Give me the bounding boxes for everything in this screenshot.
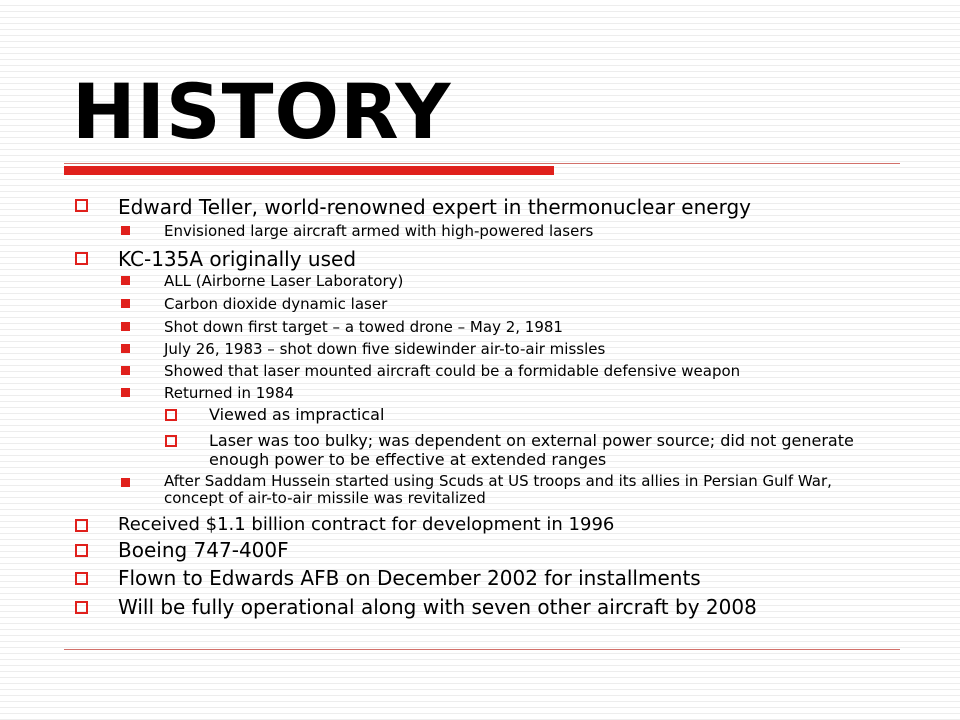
filled-square-bullet-icon [121, 388, 130, 397]
bullet-l1-contract: Received $1.1 billion contract for development in 1996 [118, 514, 615, 535]
bullet-l1-teller: Edward Teller, world-renowned expert in thermonuclear energy [118, 195, 751, 219]
hollow-square-bullet-icon [75, 601, 88, 614]
bullet-l1-operational: Will be fully operational along with seven other aircraft by 2008 [118, 595, 757, 619]
bullet-l1-kc135a: KC-135A originally used [118, 247, 357, 271]
bullet-l3-impractical: Viewed as impractical [209, 405, 385, 424]
footer-rule [64, 649, 900, 650]
hollow-square-bullet-icon [75, 252, 88, 265]
title-rule-accent [64, 166, 554, 175]
bullet-l2-july-1983: July 26, 1983 – shot down five sidewinder air-to-air missles [164, 340, 606, 358]
bullet-l2-first-target: Shot down first target – a towed drone – May 2, 1981 [164, 318, 563, 336]
hollow-square-bullet-icon [75, 572, 88, 585]
hollow-square-bullet-icon [165, 435, 177, 447]
filled-square-bullet-icon [121, 322, 130, 331]
bullet-l2-saddam: After Saddam Hussein started using Scuds at US troops and its allies in Persian Gulf War, concept of air-to-air missile was revitalized [164, 472, 832, 507]
hollow-square-bullet-icon [75, 544, 88, 557]
bullet-l2-all: ALL (Airborne Laser Laboratory) [164, 272, 404, 290]
bullet-l3-too-bulky: Laser was too bulky; was dependent on external power source; did not generate enough power to be effective at extended ranges [209, 431, 854, 469]
bullet-l2-showed: Showed that laser mounted aircraft could be a formidable defensive weapon [164, 362, 741, 380]
bullet-l2-returned: Returned in 1984 [164, 384, 294, 402]
slide-title: HISTORY [72, 67, 452, 156]
filled-square-bullet-icon [121, 478, 130, 487]
bullet-l2-co2: Carbon dioxide dynamic laser [164, 295, 388, 313]
filled-square-bullet-icon [121, 226, 130, 235]
hollow-square-bullet-icon [75, 519, 88, 532]
filled-square-bullet-icon [121, 276, 130, 285]
bullet-l1-boeing: Boeing 747-400F [118, 538, 289, 562]
filled-square-bullet-icon [121, 366, 130, 375]
filled-square-bullet-icon [121, 299, 130, 308]
title-rule-thin [64, 163, 900, 164]
filled-square-bullet-icon [121, 344, 130, 353]
hollow-square-bullet-icon [75, 199, 88, 212]
bullet-l1-edwards: Flown to Edwards AFB on December 2002 for installments [118, 566, 701, 590]
bullet-l2-envisioned: Envisioned large aircraft armed with high-powered lasers [164, 222, 594, 240]
hollow-square-bullet-icon [165, 409, 177, 421]
